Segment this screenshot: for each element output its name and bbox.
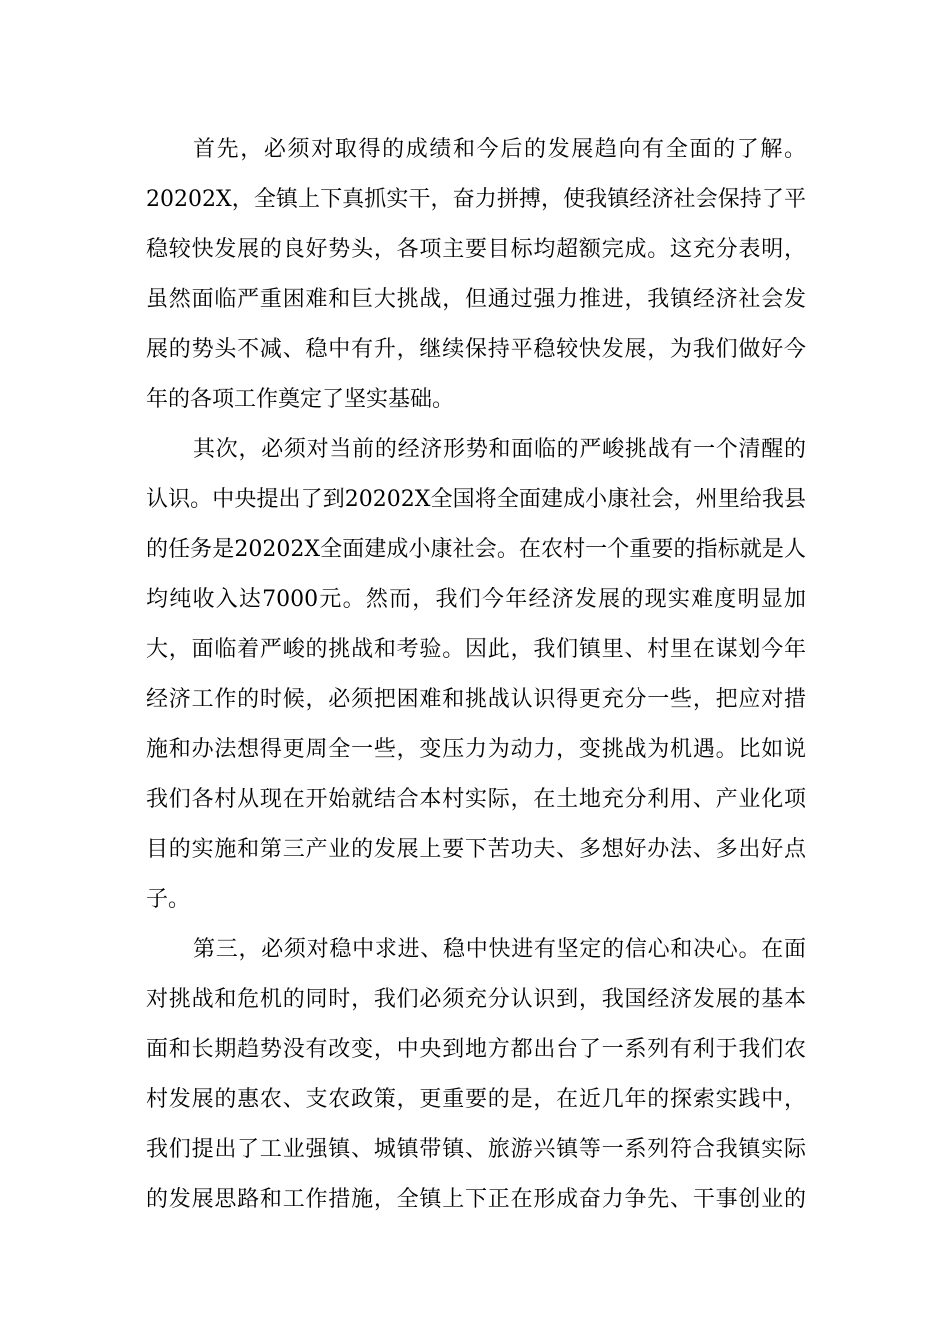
paragraph-1-line-5: 展的势头不减、稳中有升，继续保持平稳较快发展，为我们做好今 bbox=[146, 337, 806, 362]
paragraph-2-line-3: 的任务是20202X全面建成小康社会。在农村一个重要的指标就是人 bbox=[146, 537, 806, 562]
paragraph-1-line-2: 20202X，全镇上下真抓实干，奋力拼搏，使我镇经济社会保持了平 bbox=[146, 187, 806, 212]
paragraph-2-line-10: 子。 bbox=[146, 887, 191, 912]
paragraph-3-line-6: 的发展思路和工作措施，全镇上下正在形成奋力争先、干事创业的 bbox=[146, 1187, 806, 1212]
paragraph-3-line-2: 对挑战和危机的同时，我们必须充分认识到，我国经济发展的基本 bbox=[146, 987, 806, 1012]
paragraph-1-line-6: 年的各项工作奠定了坚实基础。 bbox=[146, 387, 455, 412]
paragraph-2-line-9: 目的实施和第三产业的发展上要下苦功夫、多想好办法、多出好点 bbox=[146, 837, 806, 862]
paragraph-3-line-4: 村发展的惠农、支农政策，更重要的是，在近几年的探索实践中， bbox=[146, 1087, 806, 1112]
paragraph-2-line-6: 经济工作的时候，必须把困难和挑战认识得更充分一些，把应对措 bbox=[146, 687, 806, 712]
paragraph-2-line-5: 大，面临着严峻的挑战和考验。因此，我们镇里、村里在谋划今年 bbox=[146, 637, 806, 662]
paragraph-1-line-4: 虽然面临严重困难和巨大挑战，但通过强力推进，我镇经济社会发 bbox=[146, 287, 806, 312]
paragraph-2-line-7: 施和办法想得更周全一些，变压力为动力，变挑战为机遇。比如说 bbox=[146, 737, 806, 762]
paragraph-3-line-1: 第三，必须对稳中求进、稳中快进有坚定的信心和决心。在面 bbox=[193, 937, 806, 962]
paragraph-3-line-3: 面和长期趋势没有改变，中央到地方都出台了一系列有利于我们农 bbox=[146, 1037, 806, 1062]
paragraph-3-line-5: 我们提出了工业强镇、城镇带镇、旅游兴镇等一系列符合我镇实际 bbox=[146, 1137, 806, 1162]
paragraph-1-line-3: 稳较快发展的良好势头，各项主要目标均超额完成。这充分表明， bbox=[146, 237, 806, 262]
paragraph-2-line-4: 均纯收入达7000元。然而，我们今年经济发展的现实难度明显加 bbox=[146, 587, 806, 612]
paragraph-1-line-1: 首先，必须对取得的成绩和今后的发展趋向有全面的了解。 bbox=[193, 137, 806, 162]
paragraph-2-line-8: 我们各村从现在开始就结合本村实际，在土地充分利用、产业化项 bbox=[146, 787, 806, 812]
paragraph-2-line-1: 其次，必须对当前的经济形势和面临的严峻挑战有一个清醒的 bbox=[193, 437, 806, 462]
paragraph-2-line-2: 认识。中央提出了到20202X全国将全面建成小康社会，州里给我县 bbox=[146, 487, 806, 512]
